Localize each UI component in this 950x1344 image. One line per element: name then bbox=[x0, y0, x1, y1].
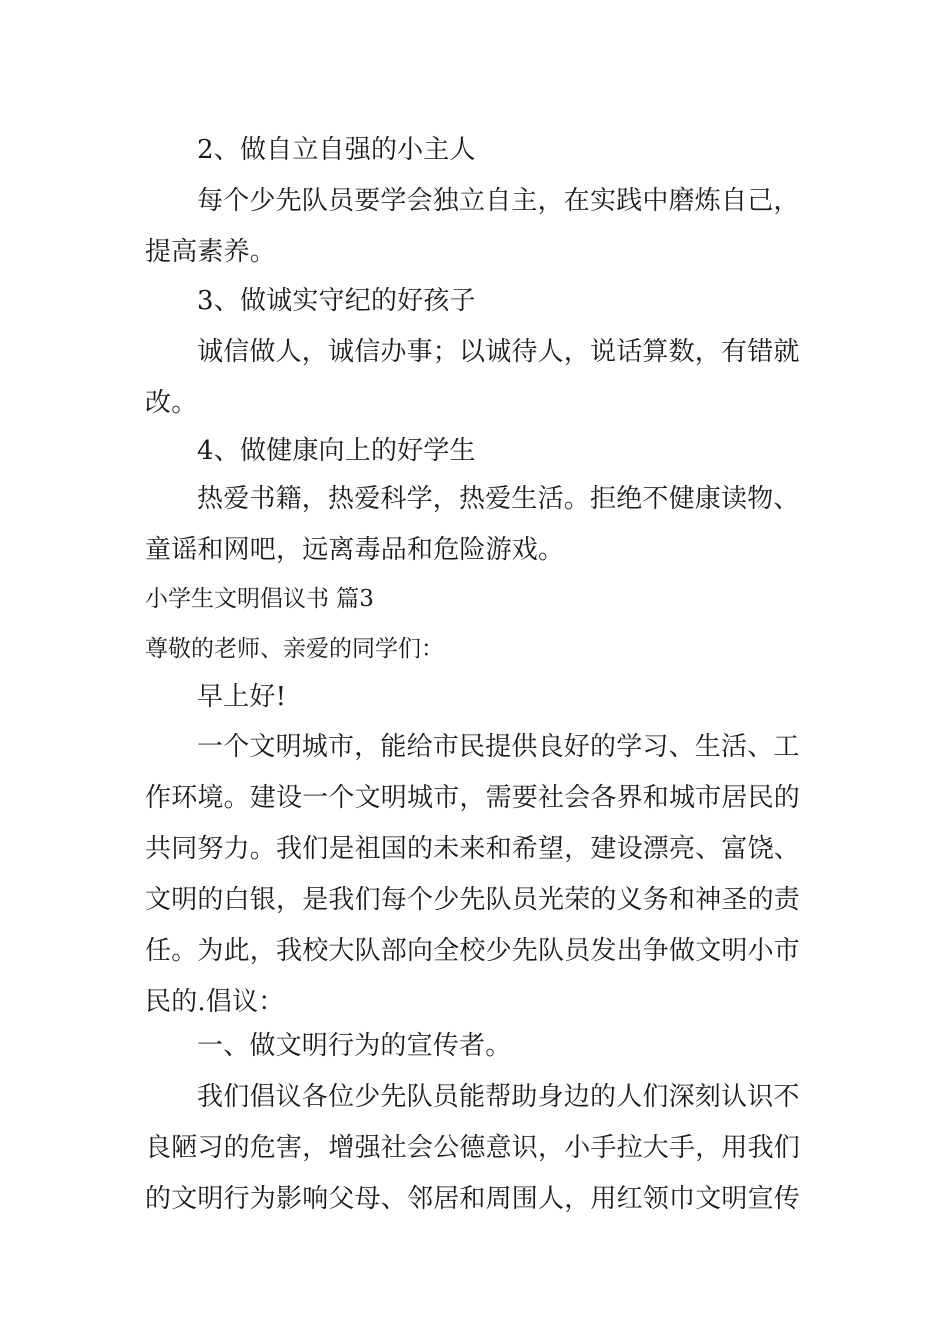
item2-title: 2、做自立自强的小主人 bbox=[197, 135, 476, 165]
greeting: 早上好! bbox=[197, 682, 287, 712]
item4-title: 4、做健康向上的好学生 bbox=[197, 436, 476, 466]
point1-body: 我们倡议各位少先队员能帮助身边的人们深刻认识不良陋习的危害，增强社会公德意识，小手拉大手，用我们的文明行为影响父母、邻居和周围人，用红领巾文明宣传 bbox=[145, 1082, 801, 1214]
item2-body: 每个少先队员要学会独立自主，在实践中磨炼自己，提高素养。 bbox=[145, 186, 800, 267]
item3-body: 诚信做人，诚信办事；以诚待人，说话算数，有错就改。 bbox=[145, 337, 800, 418]
section-title: 小学生文明倡议书 篇3 bbox=[145, 586, 374, 612]
salutation: 尊敬的老师、亲爱的同学们： bbox=[145, 636, 444, 662]
item4-body: 热爱书籍，热爱科学，热爱生活。拒绝不健康读物、童谣和网吧，远离毒品和危险游戏。 bbox=[145, 484, 800, 565]
item3-title: 3、做诚实守纪的好孩子 bbox=[197, 286, 476, 316]
point1-title: 一、做文明行为的宣传者。 bbox=[197, 1031, 512, 1061]
intro-paragraph: 一个文明城市，能给市民提供良好的学习、生活、工作环境。建设一个文明城市，需要社会各界和城市居民的共同努力。我们是祖国的未来和希望，建设漂亮、富饶、文明的白银，是我们每个少先队员光荣的义务和神圣的责任。为此，我校大队部向全校少先队员发出争做文明小市民的.倡议： bbox=[145, 732, 801, 1017]
